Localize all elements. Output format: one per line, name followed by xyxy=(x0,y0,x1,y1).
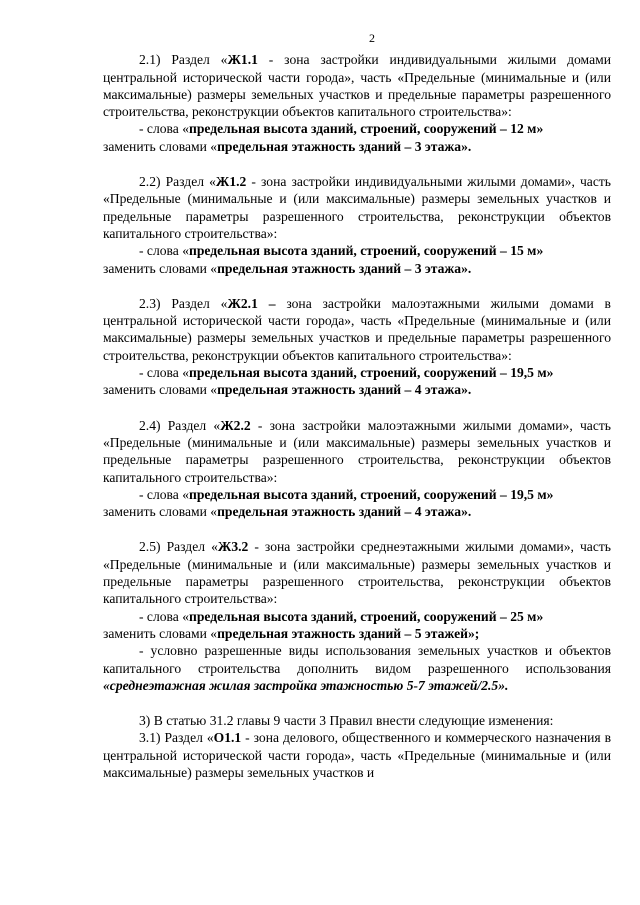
replace-clause xyxy=(103,120,611,137)
replace-text: заменить словами « xyxy=(103,260,218,276)
section-intro xyxy=(103,173,611,242)
replace-clause xyxy=(103,486,611,503)
document-page xyxy=(103,30,611,787)
replace-with xyxy=(103,381,611,398)
zone-code: О1.1 xyxy=(213,730,242,746)
intro-text: 2.4) Раздел « xyxy=(139,417,221,433)
zone-code: Ж3.2 xyxy=(217,539,249,555)
dash-text: - слова « xyxy=(139,365,190,381)
old-value: предельная высота зданий, строений, сооружений – 19,5 м» xyxy=(189,365,554,381)
old-value: предельная высота зданий, строений, сооружений – 19,5 м» xyxy=(189,486,554,502)
replace-with xyxy=(103,260,611,277)
dash-text: - слова « xyxy=(139,486,190,502)
new-value: предельная этажность зданий – 5 этажей»; xyxy=(217,625,480,641)
replace-clause xyxy=(103,608,611,625)
intro-text: - зона застройки индивидуальными жилыми домами», часть «Предельные (минимальные и (или максимальные) размеры земельных участков и предельные параметры разрешенного строительства, реконструкции объектов капитального строительства»: xyxy=(103,174,611,241)
replace-text: заменить словами « xyxy=(103,382,218,398)
intro-text: - зона застройки среднеэтажными жилыми домами», часть «Предельные (минимальные и (или максимальные) размеры земельных участков и предельные параметры разрешенного строительства, реконструкции объектов капитального строительства»: xyxy=(103,539,611,607)
section-2-1 xyxy=(103,51,611,155)
zone-code: Ж2.1 – xyxy=(227,295,276,311)
zone-code: Ж1.2 xyxy=(215,174,247,190)
intro-text: зона застройки малоэтажными жилыми домами в центральной исторической части города», часть «Предельные (минимальные и (или максимальные) размеры земельных участков и предельные параметры разрешенного строительства, реконструкции объектов капитального строительства»: xyxy=(103,295,611,363)
intro-text: - зона застройки малоэтажными жилыми домами», часть «Предельные (минимальные и (или максимальные) размеры земельных участков и предельные параметры разрешенного строительства, реконструкции объектов капитального строительства»: xyxy=(103,417,611,485)
section-intro xyxy=(103,417,611,486)
zone-code: Ж1.1 xyxy=(227,52,258,68)
new-value: предельная этажность зданий – 3 этажа». xyxy=(217,260,472,276)
replace-text: заменить словами « xyxy=(103,504,218,520)
intro-text: 2.2) Раздел « xyxy=(139,174,216,190)
section-2-4 xyxy=(103,417,611,521)
new-value: предельная этажность зданий – 4 этажа». xyxy=(217,504,472,520)
intro-text: 3.1) Раздел « xyxy=(139,730,214,746)
section-intro xyxy=(103,51,611,120)
intro-text: 2.1) Раздел « xyxy=(139,52,228,68)
old-value: предельная высота зданий, строений, сооружений – 15 м» xyxy=(189,243,544,259)
section-intro xyxy=(103,538,611,607)
page-number: 2 xyxy=(369,31,375,45)
intro-text: - зона застройки индивидуальными жилыми домами центральной исторической части города», часть «Предельные (минимальные и (или максимальные) размеры земельных участков и предельные параметры разрешенного строительства, реконструкции объектов капитального строительства»: xyxy=(103,52,611,120)
permitted-use-clause xyxy=(103,642,611,694)
section-2-3 xyxy=(103,295,611,399)
intro-text: 2.3) Раздел « xyxy=(139,295,228,311)
permitted-use-value: «среднеэтажная жилая застройка этажностью 5-7 этажей/2.5». xyxy=(103,677,509,693)
section-2-5 xyxy=(103,538,611,694)
item-3-text: 3) В статью 31.2 главы 9 части 3 Правил внести следующие изменения: xyxy=(139,713,554,729)
replace-clause xyxy=(103,242,611,259)
section-intro xyxy=(103,295,611,364)
permitted-use-text: - условно разрешенные виды использования земельных участков и объектов капитального строительства дополнить видом разрешенного использования xyxy=(103,643,611,676)
intro-text: 2.5) Раздел « xyxy=(139,539,218,555)
zone-code: Ж2.2 xyxy=(220,417,251,433)
replace-with xyxy=(103,503,611,520)
replace-text: заменить словами « xyxy=(103,138,218,154)
section-2-2 xyxy=(103,173,611,277)
replace-with xyxy=(103,138,611,155)
replace-with xyxy=(103,625,611,642)
intro-text: - зона делового, общественного и коммерческого назначения в центральной исторической части города», часть «Предельные (минимальные и (или максимальные) размеры земельных участков и xyxy=(103,730,611,780)
item-3 xyxy=(103,712,611,781)
replace-clause xyxy=(103,364,611,381)
new-value: предельная этажность зданий – 3 этажа». xyxy=(217,138,472,154)
dash-text: - слова « xyxy=(139,608,190,624)
item-3-1 xyxy=(103,729,611,781)
old-value: предельная высота зданий, строений, сооружений – 25 м» xyxy=(189,608,544,624)
dash-text: - слова « xyxy=(139,243,190,259)
old-value: предельная высота зданий, строений, сооружений – 12 м» xyxy=(189,121,544,137)
dash-text: - слова « xyxy=(139,121,190,137)
new-value: предельная этажность зданий – 4 этажа». xyxy=(217,382,472,398)
replace-text: заменить словами « xyxy=(103,625,218,641)
